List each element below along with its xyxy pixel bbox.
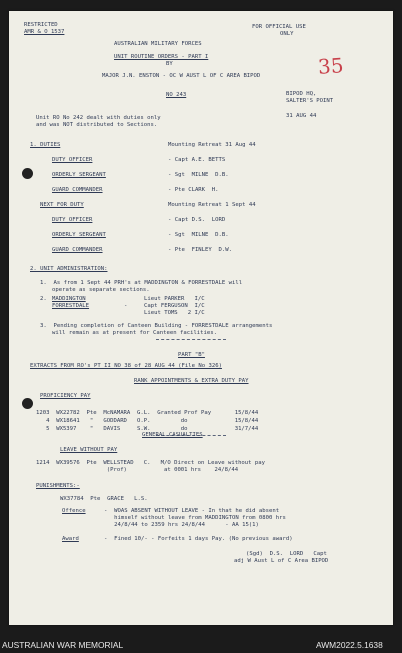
rank-appointments-heading: RANK APPOINTMENTS & EXTRA DUTY PAY (134, 378, 249, 384)
signatory-title: adj W Aust L of C Area BIPOD (234, 558, 329, 564)
official-use-label: FOR OFFICIAL USE (252, 24, 306, 30)
place-maddington: MADDINGTON (52, 296, 86, 302)
officer-line: Capt FERGUSON I/C (144, 303, 205, 309)
orders-title: UNIT ROUTINE ORDERS - PART I (114, 54, 209, 60)
hq-label: BIPOD HQ, (286, 91, 317, 97)
duty-role: ORDERLY SERGEANT (52, 172, 106, 178)
offence-line-3: 24/8/44 to 2359 hrs 24/8/44 - AA 15(1) (104, 522, 259, 528)
footer-institution: AUSTRALIAN WAR MEMORIAL (2, 640, 124, 650)
order-number: NO 243 (166, 92, 187, 98)
duty-role: DUTY OFFICER (52, 217, 93, 223)
duty-role: ORDERLY SERGEANT (52, 232, 106, 238)
duty-name: - Capt D.S. LORD (168, 217, 226, 223)
part-b-title: PART "B" (178, 352, 205, 358)
handwritten-folio-number: 35 (317, 53, 345, 79)
by-label: BY (166, 61, 173, 67)
admin-p3-line2: will remain as at present for Canteen facilities. (52, 330, 218, 336)
prof-row: 4 WX18641 " GODDARD O.P. do 15/8/44 (36, 418, 259, 424)
signature-line: (Sgd) D.S. LORD Capt (246, 551, 327, 557)
place-forrestdale: FORRESTDALE (52, 303, 90, 309)
section-divider (156, 339, 226, 340)
duty-name: - Pte CLARK H. (168, 187, 219, 193)
admin-p1-line1: 1. As from 1 Sept 44 PRH's at MADDINGTON & FORRESTDALE will (40, 280, 243, 286)
punishment-member: WX37784 Pte GRACE L.S. (60, 496, 148, 502)
intro-line-1: Unit RO No 242 dealt with duties only (36, 115, 161, 121)
prof-row: 1203 WX22782 Pte McNAMARA G.L. Granted Prof Pay 15/8/44 (36, 410, 259, 416)
admin-p3-line1: 3. Pending completion of Canteen Building - FORRESTDALE arrangements (40, 323, 273, 329)
extracts-line: EXTRACTS FROM RO's PT II NO 38 of 28 AUG 44 (File No 326) (30, 363, 222, 369)
restricted-label: RESTRICTED (24, 22, 58, 28)
offence-line-1: - WOAS ABSENT WITHOUT LEAVE - In that he did absent (104, 508, 280, 514)
document-page (9, 11, 393, 625)
punishments-heading: PUNISHMENTS:- (36, 483, 80, 489)
duty-role: GUARD COMMANDER (52, 247, 103, 253)
official-use-only: ONLY (280, 31, 294, 37)
org-title: AUSTRALIAN MILITARY FORCES (114, 41, 202, 47)
leave-row-1: 1214 WX39576 Pte WELLSTEAD C. M/O Direct on Leave without pay (36, 460, 266, 466)
punch-hole-bottom (22, 398, 33, 409)
next-duty-heading: NEXT FOR DUTY (40, 202, 84, 208)
order-date: 31 AUG 44 (286, 113, 317, 119)
admin-heading: 2. UNIT ADMINISTRATION: (30, 266, 108, 272)
intro-line-2: and was NOT distributed to Sections. (36, 122, 158, 128)
officer-line: Lieut TOMS 2 I/C (144, 310, 205, 316)
award-text: - Fined 10/- - Forfeits 1 days Pay. (No previous award) (104, 536, 293, 542)
punch-hole-top (22, 168, 33, 179)
mounting-1: Mounting Retreat 31 Aug 44 (168, 142, 256, 148)
hq-point: SALTER'S POINT (286, 98, 334, 104)
award-label: Award (62, 536, 79, 542)
leave-row-2: (Prof) at 0001 hrs 24/8/44 (36, 467, 239, 473)
general-casualties-heading: GENERAL CASUALTIES (142, 432, 203, 438)
offence-label: Offence (62, 508, 86, 514)
prof-row: 5 WX5397 " DAVIS S.W. do 31/7/44 (36, 426, 259, 432)
leave-without-pay-heading: LEAVE WITHOUT PAY (60, 447, 118, 453)
offence-line-2: himself without leave from MADDINGTON from 0800 hrs (104, 515, 286, 521)
proficiency-pay-heading: PROFICIENCY PAY (40, 393, 91, 399)
duty-name: - Pte FINLEY D.W. (168, 247, 232, 253)
admin-p2-dash: - (124, 303, 128, 309)
duty-role: GUARD COMMANDER (52, 187, 103, 193)
admin-p1-line2: operate as separate sections. (52, 287, 150, 293)
mounting-2: Mounting Retreat 1 Sept 44 (168, 202, 256, 208)
major-line: MAJOR J.N. ENSTON - OC W AUST L OF C AREA BIPOD (102, 73, 261, 79)
duty-name: - Capt A.E. BETTS (168, 157, 226, 163)
duty-name: - Sgt MILNE D.B. (168, 232, 229, 238)
amr-label: AMR & O 1537 (24, 29, 65, 35)
admin-p2-number: 2. (40, 296, 47, 302)
duty-role: DUTY OFFICER (52, 157, 93, 163)
footer-accession-number: AWM2022.5.1638 (316, 640, 383, 650)
duties-heading: 1. DUTIES (30, 142, 61, 148)
duty-name: - Sgt MILNE D.B. (168, 172, 229, 178)
officer-line: Lieut PARKER I/C (144, 296, 205, 302)
